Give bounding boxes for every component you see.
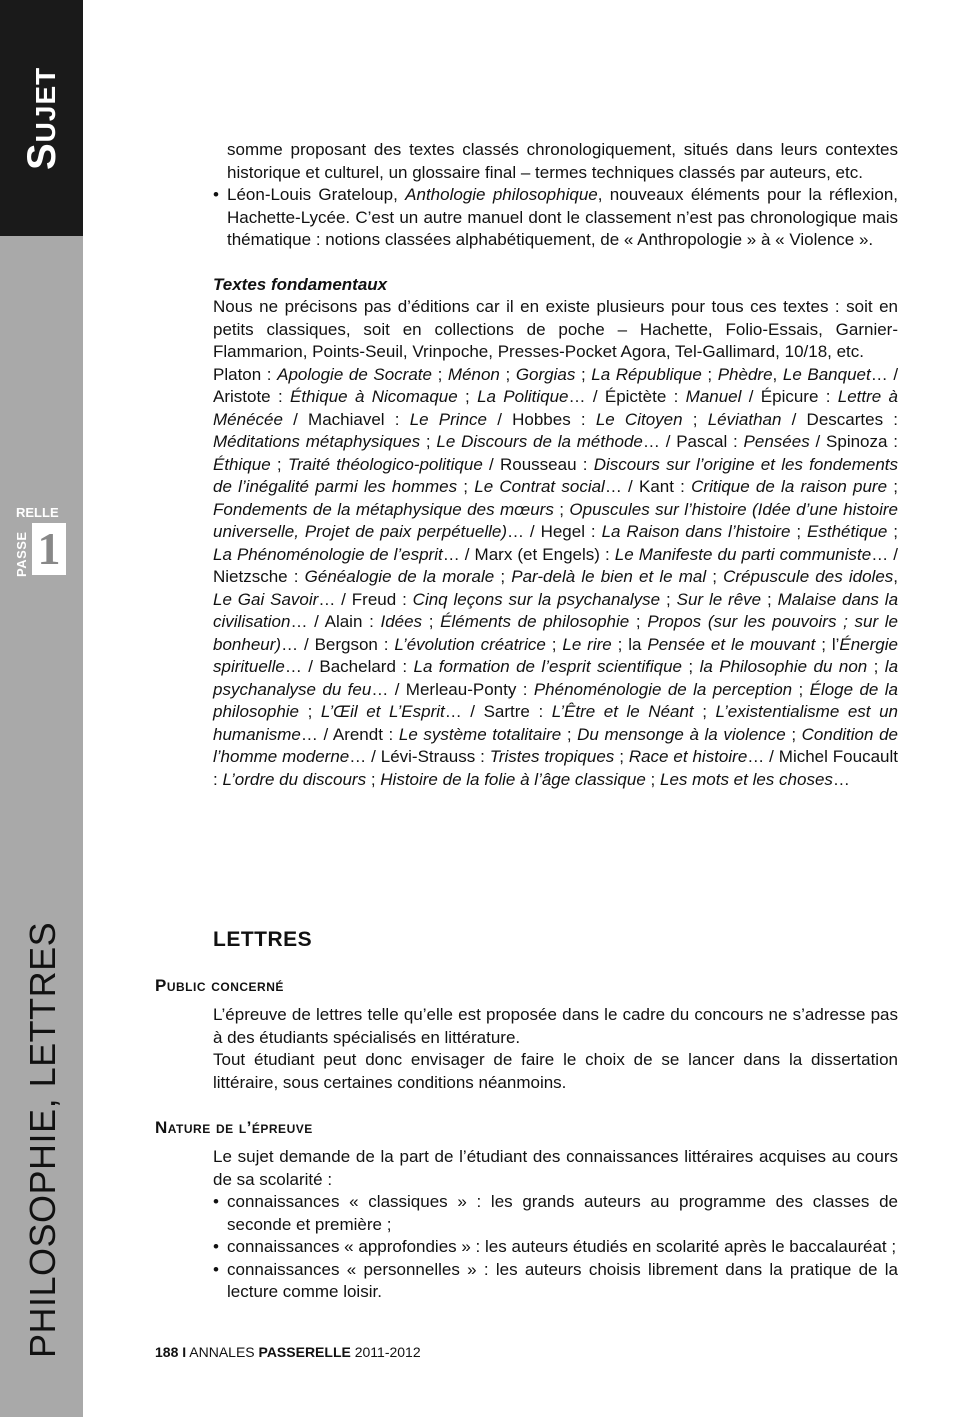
nature-intro: Le sujet demande de la part de l’étudiant des connaissances littéraires acquises au cours de sa scolarité : xyxy=(213,1147,898,1189)
author-text: ; xyxy=(457,387,478,406)
work-title: Le Contrat social xyxy=(474,477,605,496)
author-text: / Rousseau : xyxy=(482,454,594,474)
work-title: la Philosophie du non xyxy=(699,657,868,676)
work-title: Tristes tropiques xyxy=(489,747,615,766)
author-text: … / Épictète : xyxy=(568,387,686,406)
author-text: ; xyxy=(499,364,516,384)
work-title: Le Citoyen xyxy=(595,409,683,429)
work-title: Par-delà le bien et le mal xyxy=(511,567,707,586)
work-title: Discours sur l’origine et les fondements de l’inégalité parmi les hommes xyxy=(213,454,899,496)
work-title: Crépuscule des idoles xyxy=(723,567,894,586)
author-text: … / Bachelard : xyxy=(284,657,414,676)
author-text: … / Michel Foucault : xyxy=(213,747,899,789)
work-title: Éthique à Nicomaque xyxy=(289,387,458,406)
work-title: Éléments de philosophie xyxy=(440,612,630,631)
work-title: Le rire xyxy=(562,634,612,654)
author-text: … xyxy=(832,769,850,789)
author-text: … / Alain : xyxy=(290,612,381,631)
author-text: ; xyxy=(494,567,512,586)
author-text: … / Bergson : xyxy=(281,634,395,654)
work-title: Le Gai Savoir xyxy=(213,589,319,609)
work-title: Histoire de la folie à l’âge classique xyxy=(380,769,646,789)
bibliography-item xyxy=(213,184,898,252)
work-title: Énergie spirituelle xyxy=(213,634,898,676)
author-text: ; xyxy=(701,364,718,384)
section-label: Sujet xyxy=(20,66,64,170)
author-text: ; xyxy=(457,477,475,496)
author-text: ; xyxy=(682,657,700,676)
nature-item: • connaissances « personnelles » : les auteurs choisis librement dans la pratique de la lecture comme loisir. xyxy=(213,1259,898,1304)
work-title: Phèdre xyxy=(717,364,773,384)
author-text: ; xyxy=(553,499,570,519)
philosophie-block xyxy=(213,139,898,791)
author-text: ; xyxy=(790,522,808,541)
author-text: / Machiavel : xyxy=(282,409,410,429)
logo-number: 1 xyxy=(32,523,66,575)
author-text: ; xyxy=(887,522,899,541)
author-text: … / Nietzsche : xyxy=(213,544,899,586)
work-title: Manuel xyxy=(685,387,742,406)
nature-block xyxy=(213,1146,898,1304)
work-title: La Phénoménologie de l’esprit xyxy=(213,544,443,564)
bibliography-description: , nouveaux éléments pour la réflexion, Hachette-Lycée. C’est un autre manuel dont le classement n’est pas chronologique mais thématique : notions classées alphabétiquement, de « Anthropologie » à « Violence ». xyxy=(227,185,898,249)
author-text: ; xyxy=(645,769,660,789)
work-title: Les mots et les choses xyxy=(659,769,833,789)
work-title: Fondements de la métaphysique des mœurs xyxy=(213,499,554,519)
author-text: ; xyxy=(867,657,885,676)
author-text: / Descartes : xyxy=(781,409,898,429)
author-text: … / Kant : xyxy=(604,477,692,496)
author-text: ; xyxy=(660,589,677,609)
author-text: ; xyxy=(614,747,629,766)
passerelle-logo xyxy=(14,505,68,577)
work-title: L’existentialisme est un humanisme xyxy=(213,702,898,744)
author-text: … / Aristote : xyxy=(213,364,899,406)
work-title: Apologie de Socrate xyxy=(277,364,432,384)
author-text: ; xyxy=(682,409,708,429)
author-text: , xyxy=(893,567,899,586)
work-title: La formation de l’esprit scientifique xyxy=(413,657,683,676)
author-text: ; xyxy=(761,589,778,609)
public-block xyxy=(213,1004,898,1094)
nature-heading: Nature de l’épreuve xyxy=(155,1118,313,1137)
work-title: Traité théologico-politique xyxy=(287,454,483,474)
footer-brand: PASSERELLE xyxy=(258,1344,351,1360)
author-text: , xyxy=(772,364,783,384)
author-text: / Spinoza : xyxy=(809,432,898,451)
textes-list xyxy=(213,364,898,792)
author-text: ; xyxy=(575,364,592,384)
bibliography-continuation: somme proposant des textes classés chronologiquement, situés dans leurs contextes historique et culturel, un glossaire final – termes techniques classés par auteurs, etc. xyxy=(227,140,898,182)
work-title: Condition de l’homme moderne xyxy=(213,724,898,766)
author-text: / Hobbes : xyxy=(487,409,596,429)
work-title: Critique de la raison pure xyxy=(691,477,888,496)
work-title: Phénoménologie de la perception xyxy=(533,679,793,699)
work-title: L’Œil et L’Esprit xyxy=(320,702,445,721)
author-text: ; la xyxy=(611,634,648,654)
work-title: Esthétique xyxy=(807,522,888,541)
bibliography-title: Anthologie philosophique xyxy=(405,185,598,204)
author-text: / Épicure : xyxy=(741,387,838,406)
author-text: ; xyxy=(299,702,321,721)
work-title: Ménon xyxy=(447,364,500,384)
work-title: Éthique xyxy=(213,454,271,474)
work-title: Méditations métaphysiques xyxy=(213,432,421,451)
work-title: Lettre à Ménécée xyxy=(213,387,899,429)
author-text: … / Merleau-Ponty : xyxy=(371,679,534,699)
author-text: … / Pascal : xyxy=(642,432,744,451)
work-title: Gorgias xyxy=(515,364,576,384)
nature-item: • connaissances « classiques » : les grands auteurs au programme des classes de seconde et première ; xyxy=(213,1191,898,1236)
work-title: Léviathan xyxy=(707,409,782,429)
work-title: Sur le rêve xyxy=(676,589,762,609)
work-title: Propos (sur les pouvoirs ; sur le bonheur) xyxy=(213,612,899,654)
work-title: Idées xyxy=(380,612,423,631)
work-title: L’ordre du discours xyxy=(222,769,367,789)
author-text: … / Marx (et Engels) : xyxy=(442,544,615,564)
author-text: ; xyxy=(629,612,648,631)
work-title: Opuscules sur l’histoire (Idée d’une histoire universelle, Projet de paix perpétuelle) xyxy=(213,499,898,541)
author-text: ; xyxy=(561,724,578,744)
work-title: Malaise dans la civilisation xyxy=(213,589,899,631)
author-text: ; xyxy=(431,364,448,384)
textes-intro: Nous ne précisons pas d’éditions car il en existe plusieurs pour tous ces textes : soit en petits classiques, soit en collections de poche – Hachette, Folio-Essais, Garnier-Flammarion, Points-Seuil, Vrinpoche, Presses-Pocket Agora, Tel-Gallimard, 10/18, etc. xyxy=(213,297,898,361)
work-title: Pensées xyxy=(743,432,810,451)
work-title: Du mensonge à la violence xyxy=(577,724,786,744)
author-text: ; l’ xyxy=(815,634,840,654)
vertical-title: PHILOSOPHIE, LETTRES xyxy=(22,921,63,1358)
work-title: Pensée et le mouvant xyxy=(647,634,816,654)
work-title: L’Être et le Néant xyxy=(551,702,694,721)
footer-separator: I xyxy=(182,1344,187,1360)
public-paragraph-1: L’épreuve de lettres telle qu’elle est proposée dans le cadre du concours ne s’adresse pas à des étudiants spécialisés en littérature. xyxy=(213,1005,898,1047)
textes-heading: Textes fondamentaux xyxy=(213,274,388,294)
bibliography-author: Léon-Louis Grateloup, xyxy=(227,185,398,204)
public-heading: Public concerné xyxy=(155,976,284,995)
logo-side-text: PASSE xyxy=(14,531,29,577)
author-text: ; xyxy=(693,702,716,721)
author-text: ; xyxy=(422,612,441,631)
author-text: ; xyxy=(706,567,724,586)
footer-annales: ANNALES xyxy=(189,1344,255,1360)
nature-item: • connaissances « approfondies » : les auteurs étudiés en scolarité après le baccalauréat ; xyxy=(213,1236,898,1259)
author-text: … / Arendt : xyxy=(300,724,399,744)
work-title: Le Banquet xyxy=(782,364,871,384)
work-title: Le Manifeste du parti communiste xyxy=(614,544,872,564)
lettres-title: LETTRES xyxy=(213,928,313,951)
work-title: L’évolution créatrice xyxy=(394,634,546,654)
page-number: 188 xyxy=(155,1344,179,1360)
page-footer xyxy=(155,1344,421,1360)
work-title: la psychanalyse du feu xyxy=(213,657,899,699)
work-title: La Politique xyxy=(477,387,569,406)
logo-top-text: RELLE xyxy=(16,505,59,520)
author-text: ; xyxy=(420,432,437,451)
work-title: La République xyxy=(591,364,702,384)
author-text: Platon : xyxy=(213,364,278,384)
work-title: Cinq leçons sur la psychanalyse xyxy=(412,589,661,609)
author-text: ; xyxy=(545,634,563,654)
author-text: … / Lévi-Strauss : xyxy=(349,747,490,766)
author-text: ; xyxy=(366,769,381,789)
work-title: Généalogie de la morale xyxy=(304,567,495,586)
work-title: La Raison dans l’histoire xyxy=(601,522,791,541)
author-text: … / Sartre : xyxy=(444,702,552,721)
work-title: Le Discours de la méthode xyxy=(436,432,643,451)
author-text: ; xyxy=(785,724,802,744)
author-text: ; xyxy=(887,477,898,496)
work-title: Le Prince xyxy=(409,409,487,429)
author-text: ; xyxy=(270,454,288,474)
author-text: … / Hegel : xyxy=(507,522,602,541)
author-text: … / Freud : xyxy=(318,589,413,609)
work-title: Race et histoire xyxy=(628,747,748,766)
public-paragraph-2: Tout étudiant peut donc envisager de faire le choix de se lancer dans la dissertation littéraire, sous certaines conditions néanmoins. xyxy=(213,1050,898,1092)
work-title: Éloge de la philosophie xyxy=(213,679,898,721)
footer-years: 2011-2012 xyxy=(354,1344,421,1360)
author-text: ; xyxy=(792,679,810,699)
work-title: Le système totalitaire xyxy=(398,724,562,744)
